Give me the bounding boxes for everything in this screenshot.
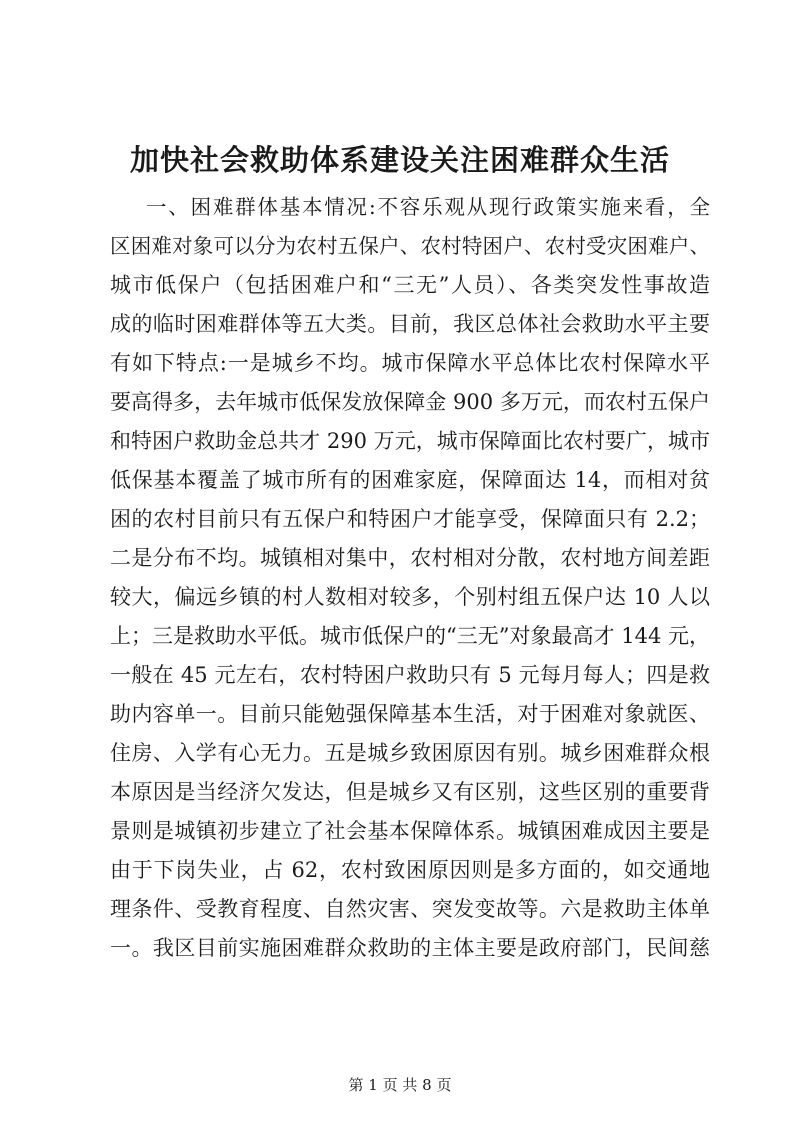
body-line: 城市低保户（包括困难户和“三无”人员）、各类突发性事故造 <box>110 273 710 297</box>
body-line: 本原因是当经济欠发达，但是城乡又有区别，这些区别的重要背 <box>110 780 710 804</box>
body-line: 较大，偏远乡镇的村人数相对较多，个别村组五保户达 10 人以 <box>110 585 710 609</box>
page-footer: 第 1 页 共 8 页 <box>348 1076 452 1094</box>
body-line: 区困难对象可以分为农村五保户、农村特困户、农村受灾困难户、 <box>110 234 710 258</box>
body-line: 和特困户救助金总共才 290 万元，城市保障面比农村要广，城市 <box>110 429 710 453</box>
body-line: 助内容单一。目前只能勉强保障基本生活，对于困难对象就医、 <box>110 702 710 726</box>
body-line: 成的临时困难群体等五大类。目前，我区总体社会救助水平主要 <box>110 312 710 336</box>
body-line: 一、困难群体基本情况:不容乐观从现行政策实施来看，全 <box>146 195 710 219</box>
body-line: 低保基本覆盖了城市所有的困难家庭，保障面达 14，而相对贫 <box>110 468 710 492</box>
body-line: 有如下特点:一是城乡不均。城市保障水平总体比农村保障水平 <box>110 351 710 375</box>
body-line: 一。我区目前实施困难群众救助的主体主要是政府部门，民间慈 <box>110 936 710 960</box>
body-line: 由于下岗失业，占 62，农村致困原因则是多方面的，如交通地 <box>110 858 710 882</box>
body-line: 一般在 45 元左右，农村特困户救助只有 5 元每月每人；四是救 <box>110 663 710 687</box>
body-line: 理条件、受教育程度、自然灾害、突发变故等。六是救助主体单 <box>110 897 710 921</box>
body-line: 上；三是救助水平低。城市低保户的“三无”对象最高才 144 元， <box>110 624 710 648</box>
body-line: 住房、入学有心无力。五是城乡致困原因有别。城乡困难群众根 <box>110 741 710 765</box>
body-line: 困的农村目前只有五保户和特困户才能享受，保障面只有 2.2； <box>110 507 710 531</box>
document-body <box>110 188 710 968</box>
body-line: 要高得多，去年城市低保发放保障金 900 多万元，而农村五保户 <box>110 390 710 414</box>
document-title: 加快社会救助体系建设关注困难群众生活 <box>129 143 670 177</box>
body-line: 二是分布不均。城镇相对集中，农村相对分散，农村地方间差距 <box>110 546 710 570</box>
body-line: 景则是城镇初步建立了社会基本保障体系。城镇困难成因主要是 <box>110 819 710 843</box>
